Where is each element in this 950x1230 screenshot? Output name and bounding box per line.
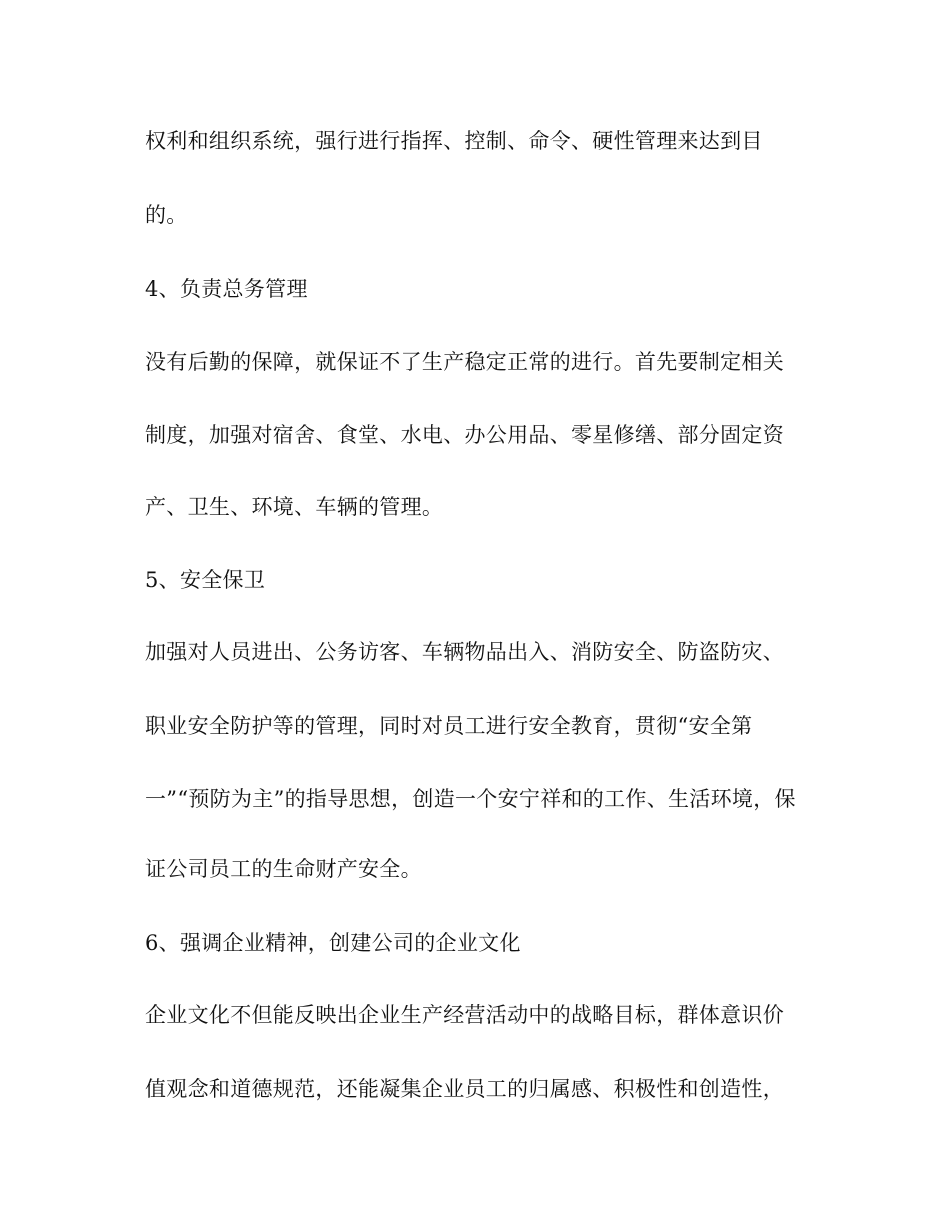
paragraph-line: 证公司员工的生命财产安全。	[145, 857, 422, 881]
section-heading-corporate-culture: 6、强调企业精神，创建公司的企业文化	[145, 931, 521, 955]
section-heading-security: 5、安全保卫	[145, 568, 266, 592]
paragraph-line: 加强对人员进出、公务访客、车辆物品出入、消防安全、防盗防灾、	[145, 640, 784, 664]
section-heading-general-affairs: 4、负责总务管理	[145, 277, 308, 301]
paragraph-line: 一”“预防为主”的指导思想，创造一个安宁祥和的工作、生活环境，保	[145, 787, 796, 811]
paragraph-line: 权利和组织系统，强行进行指挥、控制、命令、硬性管理来达到目	[145, 129, 763, 153]
paragraph-line: 企业文化不但能反映出企业生产经营活动中的战略目标，群体意识价	[145, 1003, 784, 1027]
paragraph-line: 制度，加强对宿舍、食堂、水电、办公用品、零星修缮、部分固定资	[145, 423, 784, 447]
paragraph-line: 产、卫生、环境、车辆的管理。	[145, 495, 444, 519]
paragraph-line: 没有后勤的保障，就保证不了生产稳定正常的进行。首先要制定相关	[145, 350, 784, 374]
paragraph-line: 职业安全防护等的管理，同时对员工进行安全教育，贯彻“安全第	[145, 714, 753, 738]
paragraph-line: 的。	[145, 203, 188, 227]
paragraph-line: 值观念和道德规范，还能凝集企业员工的归属感、积极性和创造性，	[145, 1077, 784, 1101]
